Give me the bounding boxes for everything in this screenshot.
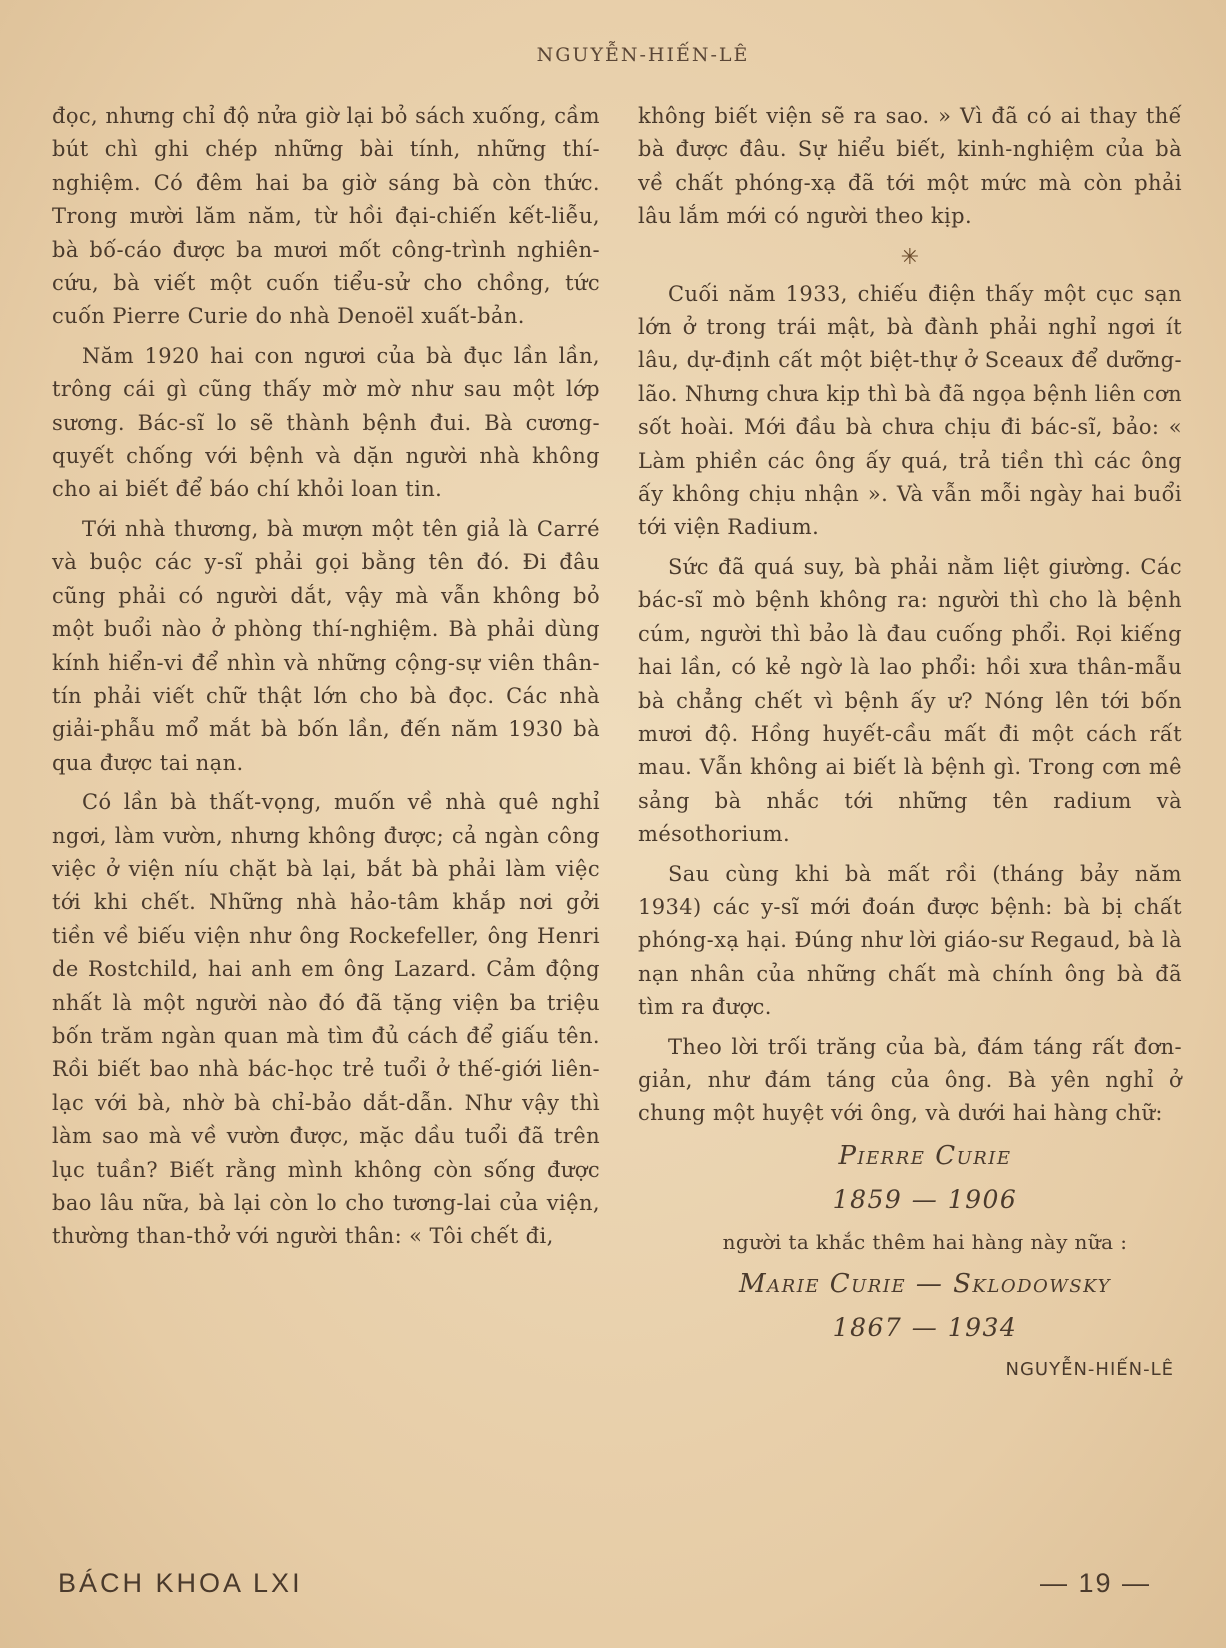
paragraph: Có lần bà thất-vọng, muốn về nhà quê nghỉ ngơi, làm vườn, nhưng không được; cả ngàn công việc ở viện níu chặt bà lại, bắt bà phải làm việc tới khi chết. Những nhà hảo-tâm khắp nơi gởi tiền về biếu viện như ông Rockefeller, ông Henri de Rostchild, hai anh em ông Lazard. Cảm động nhất là một người nào đó đã tặng viện ba triệu bốn trăm ngàn quan mà tìm đủ cách để giấu tên. Rồi biết bao nhà bác-học trẻ tuổi ở thế-giới liên-lạc với bà, nhờ bà chỉ-bảo dắt-dẫn. Như vậy thì làm sao mà về vườn được, mặc dầu tuổi đã trên lục tuần? Biết rằng mình không còn sống được bao lâu nữa, bà lại còn lo cho tương-lai của viện, thường than-thở với người thân: « Tôi chết đi,: [52, 790, 600, 1249]
paragraph-continuation: không biết viện sẽ ra sao. » Vì đã có ai thay thế bà được đâu. Sự hiểu biết, kinh-nghiệm của bà về chất phóng-xạ đã tới một mức mà còn phải lâu lắm mới có người theo kịp.: [638, 104, 1182, 229]
epitaph-note: người ta khắc thêm hai hàng này nữa :: [722, 1229, 1128, 1254]
paragraph: Cuối năm 1933, chiếu điện thấy một cục sạn lớn ở trong trái mật, bà đành phải nghỉ ngơi ít lâu, dự-định cất một biệt-thự ở Sceaux để dưỡng-lão. Nhưng chưa kịp thì bà đã ngọa bệnh liên cơn sốt hoài. Mới đầu bà chưa chịu đi bác-sĩ, bảo: « Làm phiền các ông ấy quá, trả tiền thì các ông ấy không chịu nhận ». Và vẫn mỗi ngày hai buổi tới viện Radium.: [638, 281, 1182, 540]
page-number: — 19 —: [1040, 1568, 1152, 1598]
paragraph: Năm 1920 hai con ngươi của bà đục lần lần, trông cái gì cũng thấy mờ mờ như sau một lớp sương. Bác-sĩ lo sẽ thành bệnh đui. Bà cương-quyết chống với bệnh và dặn người nhà không cho ai biết để báo chí khỏi loan tin.: [52, 343, 600, 502]
left-column: [52, 100, 600, 1260]
right-column: [638, 100, 1182, 1393]
paragraph: Tới nhà thương, bà mượn một tên giả là Carré và buộc các y-sĩ phải gọi bằng tên đó. Đi đâu cũng phải có người dắt, vậy mà vẫn không bỏ một buổi nào ở phòng thí-nghiệm. Bà phải dùng kính hiển-vi để nhìn và những cộng-sự viên thân-tín phải viết chữ thật lớn cho bà đọc. Các nhà giải-phẫu mổ mắt bà bốn lần, đến năm 1930 bà qua được tai nạn.: [52, 516, 600, 775]
epitaph-marie-name: Marie Curie — Sklodowsky: [739, 1268, 1111, 1299]
running-head: NGUYỄN-HIẾN-LÊ: [536, 44, 750, 66]
paragraph: Sức đã quá suy, bà phải nằm liệt giường. Các bác-sĩ mò bệnh không ra: người thì cho là bệnh cúm, người thì bảo là đau cuống phổi. Rọi kiếng hai lần, có kẻ ngờ là lao phổi: hồi xưa thân-mẫu bà chẳng chết vì bệnh ấy ư? Nóng lên tới bốn mươi độ. Hồng huyết-cầu mất đi một cách rất mau. Vẫn không ai biết là bệnh gì. Trong cơn mê sảng bà nhắc tới những tên radium và mésothorium.: [638, 554, 1182, 847]
section-separator: ✳: [900, 244, 920, 270]
paragraph: Theo lời trối trăng của bà, đám táng rất đơn-giản, như đám táng của ông. Bà yên nghỉ ở chung một huyệt với ông, và dưới hai hàng chữ:: [638, 1034, 1182, 1126]
magazine-footer: BÁCH KHOA LXI: [58, 1568, 303, 1598]
paragraph: Sau cùng khi bà mất rồi (tháng bảy năm 1934) các y-sĩ mới đoán được bệnh: bà bị chất phóng-xạ hại. Đúng như lời giáo-sư Regaud, bà là nạn nhân của những chất mà chính ông bà đã tìm ra được.: [638, 861, 1182, 1020]
epitaph-pierre-years: 1859 — 1906: [832, 1184, 1018, 1214]
epitaph-pierre-name: Pierre Curie: [838, 1140, 1012, 1171]
epitaph-marie-years: 1867 — 1934: [832, 1312, 1018, 1342]
author-signature: NGUYỄN-HIẾN-LÊ: [1005, 1358, 1174, 1380]
paragraph: đọc, nhưng chỉ độ nửa giờ lại bỏ sách xuống, cầm bút chì ghi chép những bài tính, những thí-nghiệm. Có đêm hai ba giờ sáng bà còn thức. Trong mười lăm năm, từ hồi đại-chiến kết-liễu, bà bố-cáo được ba mươi mốt công-trình nghiên-cứu, bà viết một cuốn tiểu-sử cho chồng, tức cuốn Pierre Curie do nhà Denoël xuất-bản.: [52, 104, 600, 329]
